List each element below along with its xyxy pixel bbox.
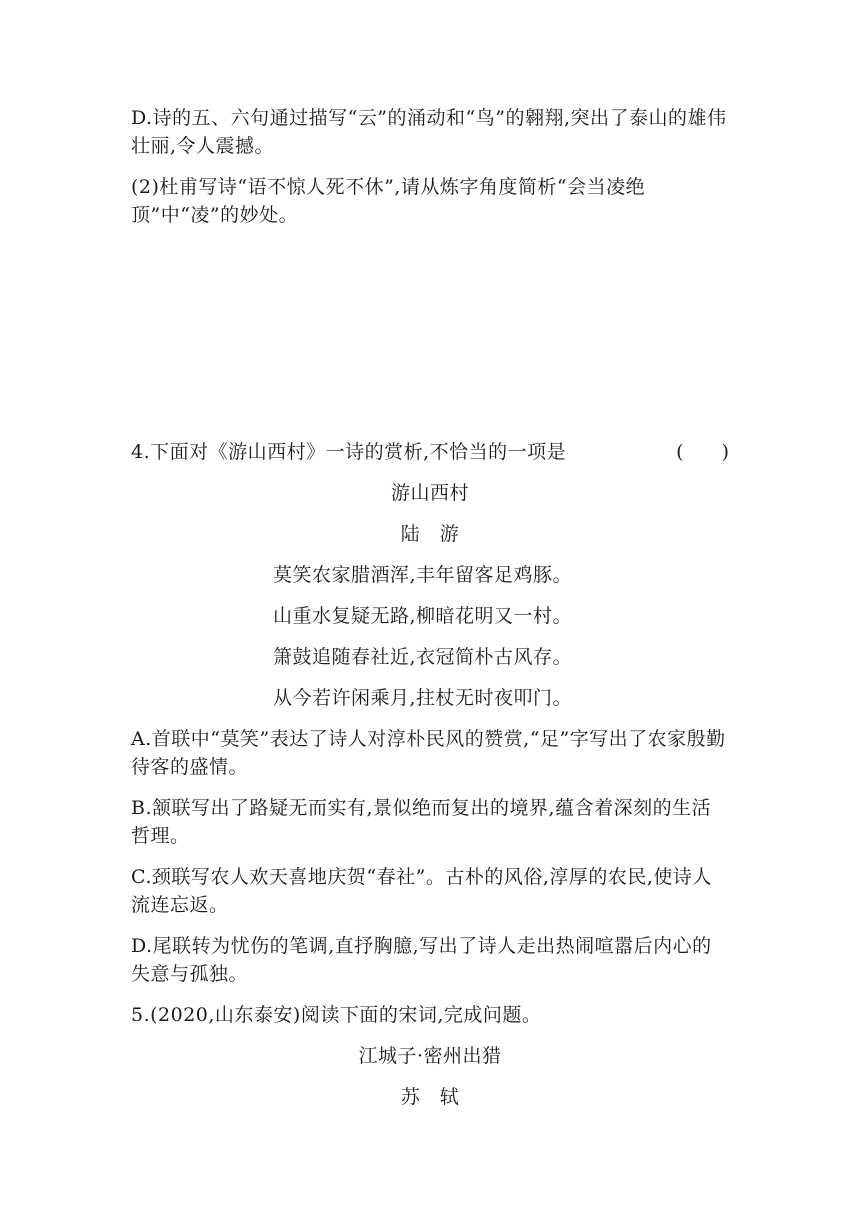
poem-line: 莫笑农家腊酒浑,丰年留客足鸡豚。 (273, 564, 573, 586)
option-c: C.颈联写农人欢天喜地庆贺“春社”。古朴的风俗,淳厚的农民,使诗人流连忘返。 (131, 866, 712, 916)
option-b: B.颔联写出了路疑无而实有,景似绝而复出的境界,蕴含着深刻的生活哲理。 (131, 797, 712, 847)
option-d-taishan: D.诗的五、六句通过描写“云”的涌动和“鸟”的翱翔,突出了泰山的雄伟壮丽,令人震撼。 (131, 107, 727, 157)
question-4-stem: 4.下面对《游山西村》一诗的赏析,不恰当的一项是 (131, 441, 567, 463)
poem-line: 箫鼓追随春社近,衣冠简朴古风存。 (273, 646, 573, 668)
question-4-stem-line (131, 438, 729, 466)
answer-parentheses: ( ) (676, 441, 729, 463)
ci-title: 江城子·密州出猎 (358, 1045, 502, 1067)
question-2: (2)杜甫写诗“语不惊人死不休”,请从炼字角度简析“会当凌绝顶”中“凌”的妙处。 (131, 176, 646, 226)
poem-title: 游山西村 (390, 482, 469, 504)
option-d: D.尾联转为忧伤的笔调,直抒胸臆,写出了诗人走出热闹喧嚣后内心的失意与孤独。 (131, 935, 712, 985)
poem-line: 山重水复疑无路,柳暗花明又一村。 (273, 605, 573, 627)
poem-author: 陆 游 (400, 523, 460, 545)
ci-author: 苏 轼 (400, 1086, 460, 1108)
answer-space (131, 229, 729, 438)
question-5-stem: 5.(2020,山东泰安)阅读下面的宋词,完成问题。 (131, 1004, 542, 1026)
option-a: A.首联中“莫笑”表达了诗人对淳朴民风的赞赏,“足”字写出了农家殷勤待客的盛情。 (131, 728, 726, 778)
page-content (131, 104, 729, 1111)
poem-line: 从今若许闲乘月,拄杖无时夜叩门。 (273, 687, 573, 709)
